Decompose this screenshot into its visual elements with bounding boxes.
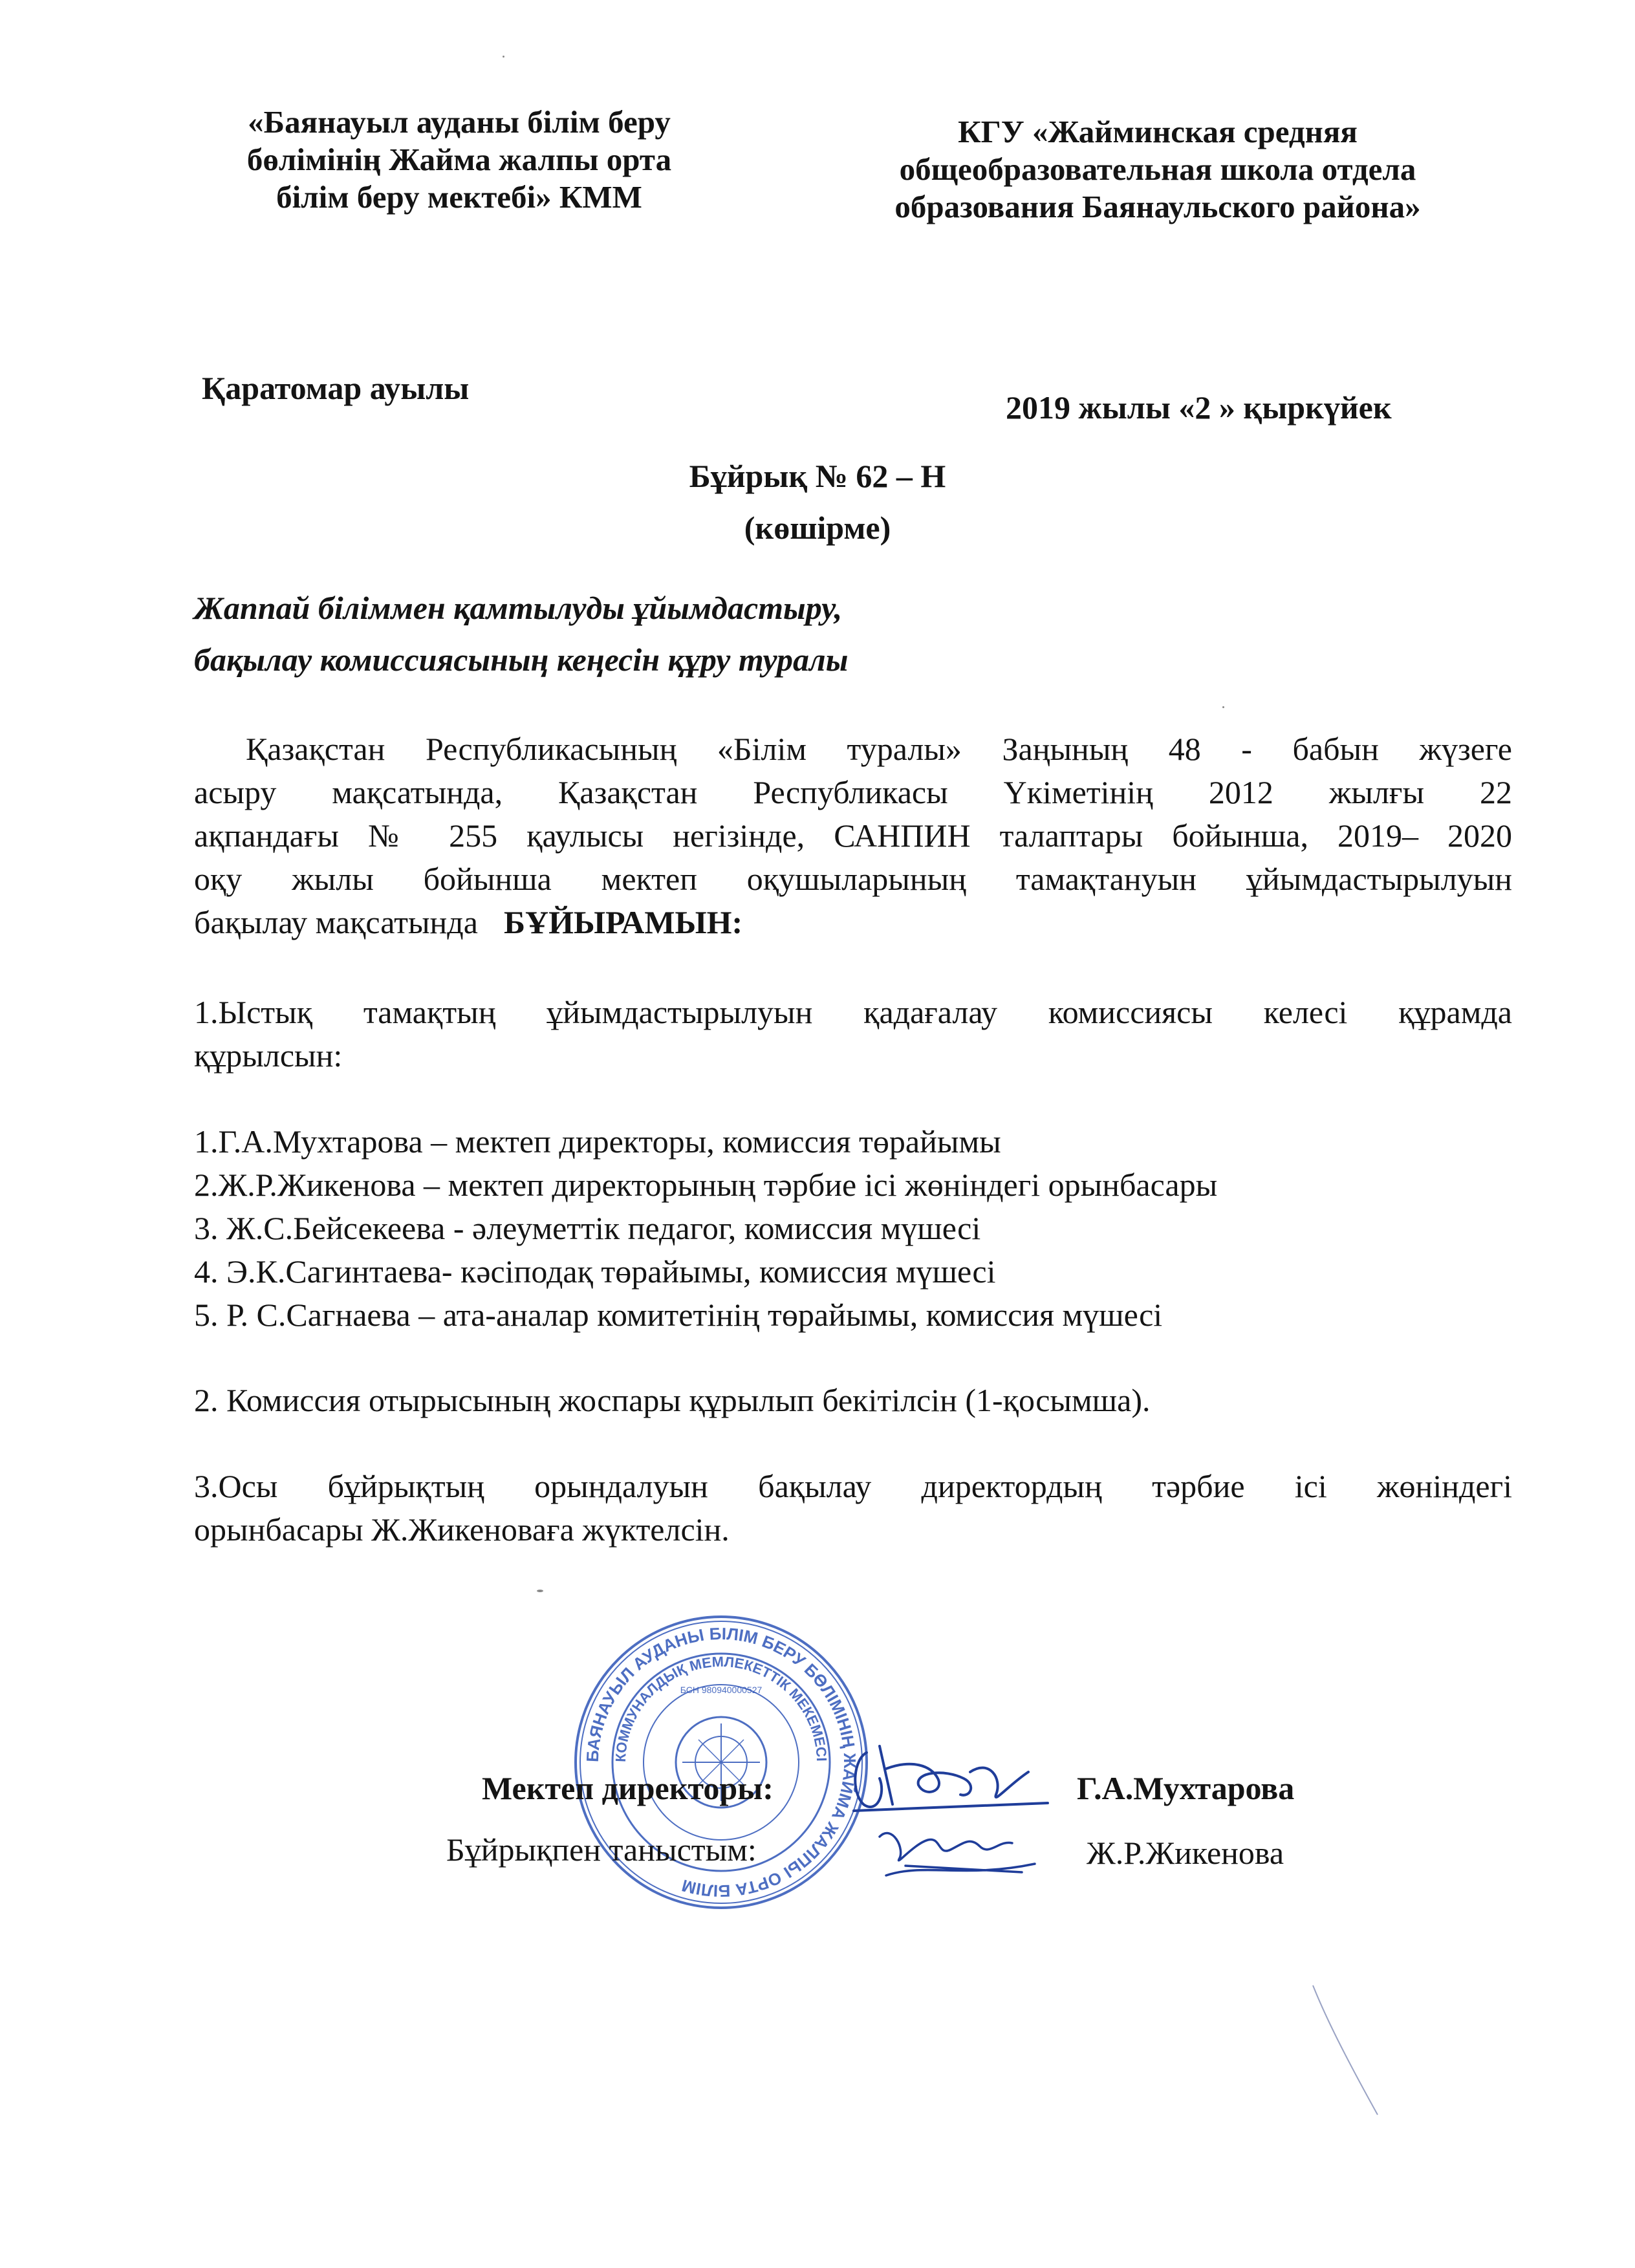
member-item: 4. Э.К.Сагинтаева- кәсіподақ төрайымы, комиссия мүшесі bbox=[194, 1253, 996, 1290]
header-left-line: бөлімінің Жайма жалпы орта bbox=[246, 142, 672, 177]
member-item: 1.Г.А.Мухтарова – мектеп директоры, комиссия төрайымы bbox=[194, 1123, 1001, 1160]
place-name: Қаратомар ауылы bbox=[202, 370, 470, 406]
item2-text: 2. Комиссия отырысының жоспары құрылып бекітілсін (1-қосымша). bbox=[194, 1382, 1151, 1418]
header-left-line: «Баянауыл ауданы білім беру bbox=[248, 104, 671, 140]
stamp-id-text: БСН 980940000527 bbox=[680, 1685, 763, 1695]
item1-line: 1.Ыстық тамақтың ұйымдастырылуын қадағалау комиссиясы келесі құрамда bbox=[194, 994, 1512, 1030]
member-item: 3. Ж.С.Бейсекеева - әлеуметтік педагог, комиссия мүшесі bbox=[194, 1210, 981, 1246]
header-right-org bbox=[802, 113, 1513, 226]
acquainted-label: Бұйрықпен таныстым: bbox=[446, 1831, 757, 1868]
scan-speck bbox=[503, 56, 504, 58]
preamble-line: оқу жылы бойынша мектеп оқушыларының тамақтануын ұйымдастырылуын bbox=[194, 861, 1512, 897]
order-subject-line: бақылау комиссиясының кеңесін құру туралы bbox=[194, 642, 849, 678]
order-subject-line: Жаппай біліммен қамтылуды ұйымдастыру, bbox=[194, 590, 843, 626]
order-title: Бұйрық № 62 – Н bbox=[689, 458, 946, 494]
header-left-line: білім беру мектебі» КММ bbox=[276, 179, 642, 215]
item3-line: 3.Осы бұйрықтың орындалуын бақылау директордың тәрбие ісі жөніндегі bbox=[194, 1468, 1512, 1504]
stamp-inner-text: КОММУНАЛДЫҚ МЕМЛЕКЕТТІК МЕКЕМЕСІ bbox=[612, 1653, 830, 1763]
header-right-line: КГУ «Жайминская средняя bbox=[958, 114, 1358, 149]
preamble-last-line bbox=[194, 903, 742, 942]
preamble-line: асыру мақсатында, Қазақстан Республикасы Үкіметінің 2012 жылғы 22 bbox=[194, 774, 1512, 810]
decree-word: БҰЙЫРАМЫН: bbox=[503, 904, 743, 940]
header-left-org bbox=[168, 103, 750, 216]
director-name: Г.А.Мухтарова bbox=[1077, 1770, 1295, 1806]
header-right-line: образования Баянаульского района» bbox=[894, 189, 1421, 224]
acquainted-name: Ж.Р.Жикенова bbox=[1087, 1835, 1284, 1871]
member-item: 5. Р. С.Сагнаева – ата-аналар комитетінің төрайымы, комиссия мүшесі bbox=[194, 1297, 1163, 1333]
director-label: Мектеп директоры: bbox=[482, 1770, 774, 1806]
order-date: 2019 жылы «2 » қыркүйек bbox=[1006, 389, 1392, 426]
scan-pen-mark bbox=[1306, 1979, 1384, 2121]
stamp-outer-text: БАЯНАУЫЛ АУДАНЫ БІЛІМ БЕРУ БӨЛІМІНІҢ ЖАЙМА ЖАЛПЫ ОРТА БІЛІМ bbox=[582, 1623, 860, 1901]
order-subtitle: (көшірме) bbox=[744, 510, 891, 546]
director-signature bbox=[841, 1733, 1061, 1824]
member-item: 2.Ж.Р.Жикенова – мектеп директорының тәрбие ісі жөніндегі орынбасары bbox=[194, 1167, 1218, 1203]
preamble-line: Қазақстан Республикасының «Білім туралы» Заңының 48 - бабын жүзеге bbox=[246, 731, 1512, 767]
acquainted-signature bbox=[867, 1811, 1061, 1882]
scan-speck bbox=[1222, 706, 1224, 708]
item1-line: құрылсын: bbox=[194, 1037, 343, 1074]
item3-line: орынбасары Ж.Жикеноваға жүктелсін. bbox=[194, 1511, 730, 1548]
scan-speck bbox=[537, 1590, 543, 1592]
header-right-line: общеобразовательная школа отдела bbox=[899, 151, 1416, 187]
preamble-line: ақпандағы № 255 қаулысы негізінде, САНПИН талаптары бойынша, 2019– 2020 bbox=[194, 817, 1512, 854]
preamble-line: бақылау мақсатында bbox=[194, 904, 478, 940]
